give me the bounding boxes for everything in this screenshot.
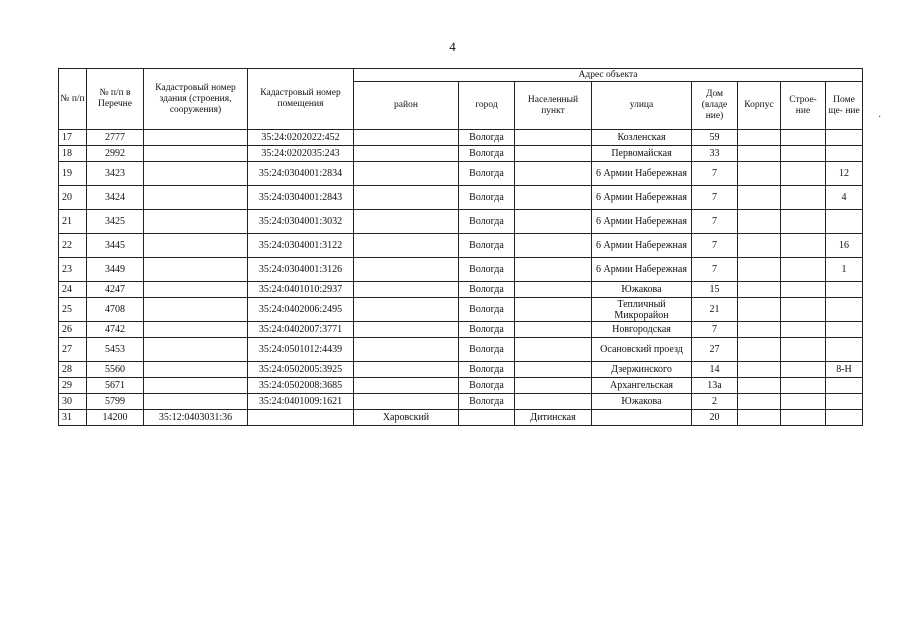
cell-district: Харовский (354, 410, 459, 426)
cell-settlement (515, 378, 592, 394)
cell-building-cadastral (144, 210, 248, 234)
cell-list-num: 5671 (87, 378, 144, 394)
header-room-cadastral: Кадастровый номер помещения (248, 69, 354, 130)
cell-street: 6 Армии Набережная (592, 162, 692, 186)
cell-stroenie (781, 258, 826, 282)
cell-city: Вологда (459, 298, 515, 322)
cell-korpus (738, 146, 781, 162)
header-address-group: Адрес объекта (354, 69, 863, 82)
cell-num: 20 (59, 186, 87, 210)
cell-settlement (515, 130, 592, 146)
cell-settlement (515, 362, 592, 378)
cell-house: 7 (692, 186, 738, 210)
cell-settlement (515, 394, 592, 410)
table-row (59, 362, 863, 378)
table-row (59, 186, 863, 210)
cell-street: 6 Армии Набережная (592, 258, 692, 282)
cell-district (354, 322, 459, 338)
table-header (59, 69, 863, 130)
cell-num: 23 (59, 258, 87, 282)
scan-dot: · (878, 112, 882, 123)
cell-stroenie (781, 130, 826, 146)
cell-list-num: 4247 (87, 282, 144, 298)
cell-district (354, 362, 459, 378)
cell-korpus (738, 162, 781, 186)
cell-house: 15 (692, 282, 738, 298)
cell-house: 7 (692, 162, 738, 186)
cell-house: 14 (692, 362, 738, 378)
table-row (59, 234, 863, 258)
cell-room-cadastral (248, 410, 354, 426)
cell-room (826, 210, 863, 234)
cell-num: 24 (59, 282, 87, 298)
cell-settlement (515, 298, 592, 322)
cell-city: Вологда (459, 282, 515, 298)
cell-building-cadastral (144, 338, 248, 362)
cell-stroenie (781, 298, 826, 322)
cell-city: Вологда (459, 338, 515, 362)
cell-stroenie (781, 162, 826, 186)
cell-building-cadastral (144, 186, 248, 210)
cell-city: Вологда (459, 394, 515, 410)
cell-district (354, 210, 459, 234)
cell-stroenie (781, 146, 826, 162)
cell-list-num: 14200 (87, 410, 144, 426)
cell-building-cadastral (144, 258, 248, 282)
cell-district (354, 282, 459, 298)
cell-room (826, 322, 863, 338)
cell-building-cadastral (144, 162, 248, 186)
cell-building-cadastral (144, 322, 248, 338)
cell-stroenie (781, 338, 826, 362)
table-row (59, 162, 863, 186)
header-settlement: Населенный пункт (515, 82, 592, 130)
cell-building-cadastral (144, 378, 248, 394)
cell-district (354, 234, 459, 258)
cell-district (354, 146, 459, 162)
header-num: № п/п (59, 69, 87, 130)
cell-num: 21 (59, 210, 87, 234)
cell-district (354, 378, 459, 394)
cell-num: 25 (59, 298, 87, 322)
table-row (59, 338, 863, 362)
cell-street: Архангельская (592, 378, 692, 394)
cell-num: 26 (59, 322, 87, 338)
cell-building-cadastral (144, 298, 248, 322)
cell-house: 20 (692, 410, 738, 426)
cell-house: 27 (692, 338, 738, 362)
cell-settlement (515, 282, 592, 298)
cell-num: 22 (59, 234, 87, 258)
cell-stroenie (781, 186, 826, 210)
cell-list-num: 3425 (87, 210, 144, 234)
table-row (59, 130, 863, 146)
cell-num: 31 (59, 410, 87, 426)
cell-street: 6 Армии Набережная (592, 210, 692, 234)
cell-list-num: 3449 (87, 258, 144, 282)
cell-settlement (515, 258, 592, 282)
cell-city: Вологда (459, 186, 515, 210)
cell-house: 59 (692, 130, 738, 146)
cell-num: 17 (59, 130, 87, 146)
cell-room: 12 (826, 162, 863, 186)
cell-stroenie (781, 234, 826, 258)
cell-room-cadastral: 35:24:0402007:3771 (248, 322, 354, 338)
cell-house: 7 (692, 210, 738, 234)
cell-city (459, 410, 515, 426)
cell-room: 16 (826, 234, 863, 258)
cell-house: 7 (692, 258, 738, 282)
cell-list-num: 3424 (87, 186, 144, 210)
cell-room-cadastral: 35:24:0402006:2495 (248, 298, 354, 322)
cell-korpus (738, 410, 781, 426)
cell-num: 28 (59, 362, 87, 378)
table-row (59, 258, 863, 282)
cell-num: 19 (59, 162, 87, 186)
cell-room: 1 (826, 258, 863, 282)
cell-korpus (738, 234, 781, 258)
cell-city: Вологда (459, 210, 515, 234)
cell-stroenie (781, 322, 826, 338)
cell-house: 7 (692, 234, 738, 258)
header-list-num: № п/п в Перечне (87, 69, 144, 130)
cell-list-num: 5560 (87, 362, 144, 378)
table-row (59, 210, 863, 234)
header-house: Дом (владе ние) (692, 82, 738, 130)
cell-city: Вологда (459, 378, 515, 394)
cell-room (826, 130, 863, 146)
header-stroenie: Строе- ние (781, 82, 826, 130)
cell-building-cadastral (144, 362, 248, 378)
cell-korpus (738, 186, 781, 210)
cell-city: Вологда (459, 362, 515, 378)
cell-stroenie (781, 282, 826, 298)
table-row (59, 410, 863, 426)
cell-building-cadastral (144, 130, 248, 146)
cell-num: 29 (59, 378, 87, 394)
cell-district (354, 186, 459, 210)
cell-building-cadastral (144, 282, 248, 298)
cell-building-cadastral: 35:12:0403031:36 (144, 410, 248, 426)
cell-settlement (515, 186, 592, 210)
cell-building-cadastral (144, 394, 248, 410)
cell-room-cadastral: 35:24:0304001:2834 (248, 162, 354, 186)
cell-street: 6 Армии Набережная (592, 234, 692, 258)
cell-korpus (738, 362, 781, 378)
cell-room (826, 378, 863, 394)
cell-street: Южакова (592, 394, 692, 410)
cell-room-cadastral: 35:24:0502008:3685 (248, 378, 354, 394)
cell-list-num: 2777 (87, 130, 144, 146)
cell-district (354, 338, 459, 362)
cell-city: Вологда (459, 234, 515, 258)
cell-street: Осановский проезд (592, 338, 692, 362)
cell-street: Новгородская (592, 322, 692, 338)
cell-district (354, 162, 459, 186)
cell-street: Южакова (592, 282, 692, 298)
cell-street: 6 Армии Набережная (592, 186, 692, 210)
cell-settlement (515, 162, 592, 186)
cell-num: 30 (59, 394, 87, 410)
cell-room-cadastral: 35:24:0202035:243 (248, 146, 354, 162)
table-row (59, 322, 863, 338)
cell-room (826, 298, 863, 322)
cell-room (826, 338, 863, 362)
cell-settlement: Дитинская (515, 410, 592, 426)
cell-num: 18 (59, 146, 87, 162)
cell-street: Дзержинского (592, 362, 692, 378)
header-street: улица (592, 82, 692, 130)
cell-stroenie (781, 362, 826, 378)
cell-city: Вологда (459, 130, 515, 146)
cell-street: Тепличный Микрорайон (592, 298, 692, 322)
cell-settlement (515, 338, 592, 362)
cell-korpus (738, 130, 781, 146)
cell-street: Первомайская (592, 146, 692, 162)
cell-house: 21 (692, 298, 738, 322)
cell-room: 8-Н (826, 362, 863, 378)
cell-korpus (738, 322, 781, 338)
cell-street (592, 410, 692, 426)
cell-list-num: 5453 (87, 338, 144, 362)
cell-house: 13а (692, 378, 738, 394)
cell-room (826, 282, 863, 298)
cell-settlement (515, 146, 592, 162)
cell-house: 7 (692, 322, 738, 338)
cell-list-num: 3445 (87, 234, 144, 258)
cell-stroenie (781, 394, 826, 410)
cell-room (826, 146, 863, 162)
cell-settlement (515, 210, 592, 234)
cell-stroenie (781, 410, 826, 426)
cell-num: 27 (59, 338, 87, 362)
cell-room-cadastral: 35:24:0202022:452 (248, 130, 354, 146)
cell-korpus (738, 394, 781, 410)
cell-district (354, 258, 459, 282)
registry-table (58, 68, 863, 426)
table-row (59, 282, 863, 298)
cell-room-cadastral: 35:24:0304001:3126 (248, 258, 354, 282)
cell-korpus (738, 338, 781, 362)
cell-room-cadastral: 35:24:0401010:2937 (248, 282, 354, 298)
cell-building-cadastral (144, 146, 248, 162)
page-number: 4 (449, 39, 456, 54)
cell-street: Козленская (592, 130, 692, 146)
header-city: город (459, 82, 515, 130)
cell-list-num: 3423 (87, 162, 144, 186)
cell-building-cadastral (144, 234, 248, 258)
cell-korpus (738, 210, 781, 234)
cell-district (354, 130, 459, 146)
cell-room-cadastral: 35:24:0304001:3032 (248, 210, 354, 234)
cell-room (826, 394, 863, 410)
cell-settlement (515, 234, 592, 258)
table-row (59, 298, 863, 322)
cell-room: 4 (826, 186, 863, 210)
cell-stroenie (781, 378, 826, 394)
cell-room-cadastral: 35:24:0401009:1621 (248, 394, 354, 410)
cell-room-cadastral: 35:24:0304001:3122 (248, 234, 354, 258)
table-body (59, 130, 863, 426)
cell-korpus (738, 282, 781, 298)
cell-list-num: 4742 (87, 322, 144, 338)
cell-room (826, 410, 863, 426)
cell-settlement (515, 322, 592, 338)
cell-city: Вологда (459, 162, 515, 186)
cell-korpus (738, 378, 781, 394)
cell-district (354, 394, 459, 410)
cell-stroenie (781, 210, 826, 234)
cell-district (354, 298, 459, 322)
cell-city: Вологда (459, 322, 515, 338)
cell-house: 33 (692, 146, 738, 162)
cell-house: 2 (692, 394, 738, 410)
table-row (59, 394, 863, 410)
header-room: Поме ще- ние (826, 82, 863, 130)
table-row (59, 146, 863, 162)
cell-room-cadastral: 35:24:0501012:4439 (248, 338, 354, 362)
cell-list-num: 5799 (87, 394, 144, 410)
header-building-cadastral: Кадастровый номер здания (строения, сооружения) (144, 69, 248, 130)
cell-city: Вологда (459, 258, 515, 282)
cell-korpus (738, 258, 781, 282)
cell-city: Вологда (459, 146, 515, 162)
cell-room-cadastral: 35:24:0304001:2843 (248, 186, 354, 210)
cell-room-cadastral: 35:24:0502005:3925 (248, 362, 354, 378)
header-district: район (354, 82, 459, 130)
table-row (59, 378, 863, 394)
cell-korpus (738, 298, 781, 322)
cell-list-num: 2992 (87, 146, 144, 162)
header-korpus: Корпус (738, 82, 781, 130)
cell-list-num: 4708 (87, 298, 144, 322)
